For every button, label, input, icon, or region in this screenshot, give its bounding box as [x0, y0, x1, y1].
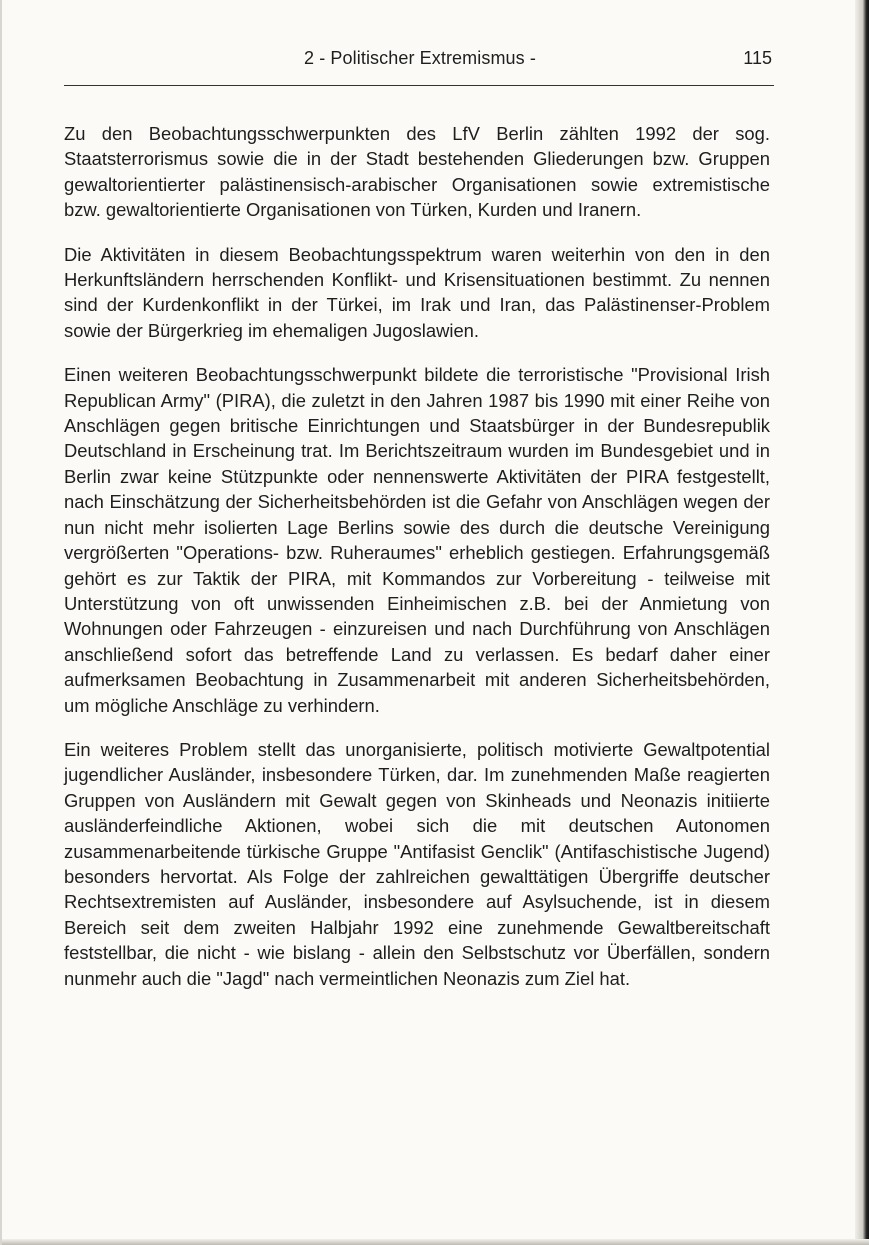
body-text: [64, 121, 770, 991]
page-number: 115: [743, 48, 772, 68]
chapter-title: 2 - Politischer Extremismus -: [304, 48, 536, 68]
paragraph-2: Die Aktivitäten in diesem Beobachtungsspektrum waren weiterhin von den in den Herkunftsländern herrschenden Konflikt- und Krisensituationen bestimmt. Zu nennen sind der Kurdenkonflikt in der Türkei, im Irak und Iran, das Palästinenser-Problem sowie der Bürgerkrieg im ehemaligen Jugoslawien.: [64, 243, 770, 341]
scan-edge-bottom: [2, 1239, 869, 1245]
paragraph-4: Ein weiteres Problem stellt das unorganisierte, politisch motivierte Gewaltpotential jugendlicher Ausländer, insbesondere Türken, dar. Im zunehmenden Maße reagierten Gruppen von Ausländern mit Gewalt gegen von Skinheads und Neonazis initiierte ausländerfeindliche Aktionen, wobei sich die mit deutschen Autonomen zusammenarbeitende türkische Gruppe "Antifasist Genclik" (Antifaschistische Jugend) besonders hervortat. Als Folge der zahlreichen gewalttätigen Übergriffe deutscher Rechtsextremisten auf Ausländer, insbesondere auf Asylsuchende, ist in diesem Bereich seit dem zweiten Halbjahr 1992 eine zunehmende Gewaltbereitschaft feststellbar, die nicht - wie bislang - allein den Selbstschutz vor Überfällen, sondern nunmehr auch die "Jagd" nach vermeintlichen Neonazis zum Ziel hat.: [64, 738, 770, 989]
page-header: [64, 46, 776, 76]
paragraph-1: Zu den Beobachtungsschwerpunkten des LfV Berlin zählten 1992 der sog. Staatsterrorismus sowie die in der Stadt bestehenden Gliederungen bzw. Gruppen gewaltorientierter palästinensisch-arabischer Organisationen sowie extremistische bzw. gewaltorientierte Organisationen von Türken, Kurden und Iranern.: [64, 123, 770, 221]
paragraph-3: Einen weiteren Beobachtungsschwerpunkt bildete die terroristische "Provisional Irish Republican Army" (PIRA), die zuletzt in den Jahren 1987 bis 1990 mit einer Reihe von Anschlägen gegen britische Einrichtungen und Staatsbürger in der Bundesrepublik Deutschland in Erscheinung trat. Im Berichtszeitraum wurden im Bundesgebiet und in Berlin zwar keine Stützpunkte oder nennenswerte Aktivitäten der PIRA festgestellt, nach Einschätzung der Sicherheitsbehörden ist die Gefahr von Anschlägen wegen der nun nicht mehr isolierten Lage Berlins sowie des durch die deutsche Vereinigung vergrößerten "Operations- bzw. Ruheraumes" erheblich gestiegen. Erfahrungsgemäß gehört es zur Taktik der PIRA, mit Kommandos zur Vorbereitung - teilweise mit Unterstützung von oft unwissenden Einheimischen z.B. bei der Anmietung von Wohnungen oder Fahrzeugen - einzureisen und nach Durchführung von Anschlägen anschließend sofort das betreffende Land zu verlassen. Es bedarf daher einer aufmerksamen Beobachtung in Zusammenarbeit mit anderen Sicherheitsbehörden, um mögliche Anschläge zu verhindern.: [64, 364, 770, 716]
header-divider: [64, 85, 774, 86]
scan-edge-right: [855, 0, 869, 1245]
